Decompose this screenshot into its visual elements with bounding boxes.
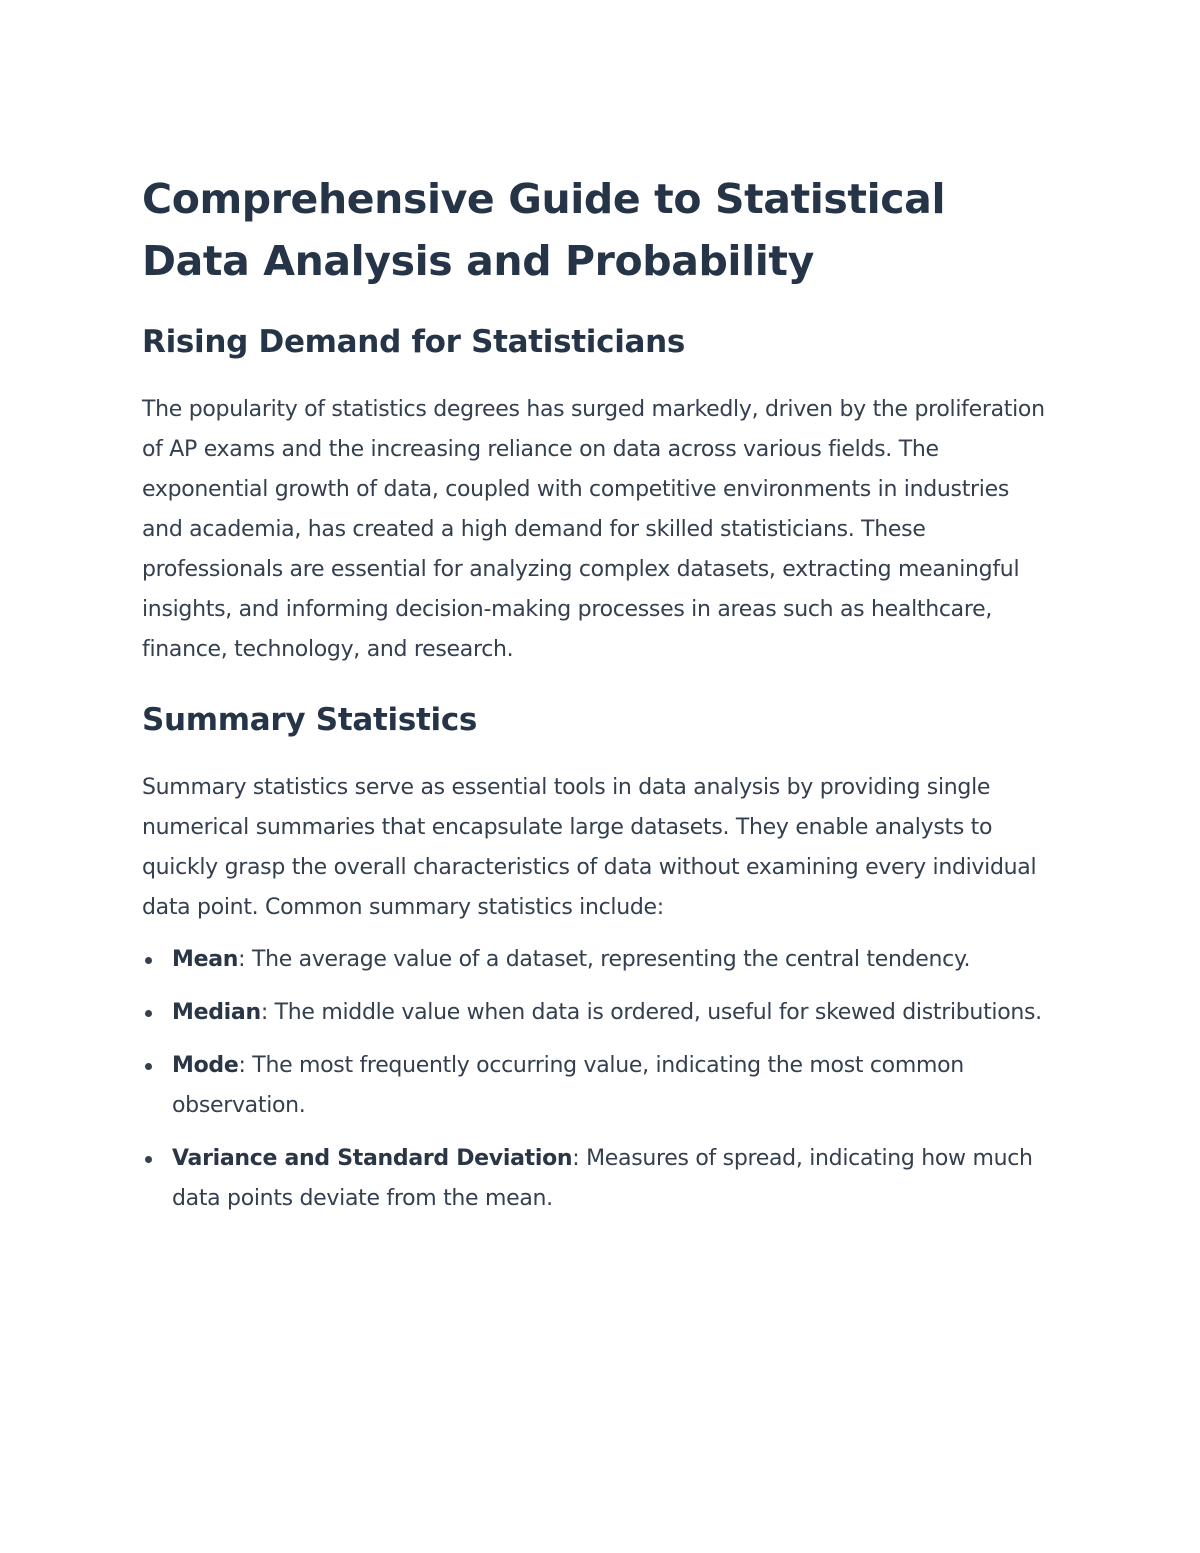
list-item-separator: : <box>238 947 246 972</box>
bullet-icon <box>145 1156 152 1163</box>
bullet-icon <box>145 1010 152 1017</box>
list-item <box>142 1139 1052 1219</box>
list-item-term: Median <box>172 1000 261 1025</box>
list-item-term: Variance and Standard Deviation <box>172 1146 573 1171</box>
list-item-description: Measures of spread, indicating how much data points deviate from the mean. <box>172 1146 1033 1211</box>
list-item-term: Mode <box>172 1053 239 1078</box>
list-item-separator: : <box>238 1053 246 1078</box>
list-item <box>142 940 1052 980</box>
list-item-description: The most frequently occurring value, indicating the most common observation. <box>172 1053 964 1118</box>
list-item <box>142 1046 1052 1126</box>
section-heading-rising-demand: Rising Demand for Statisticians <box>142 324 686 360</box>
document-title: Comprehensive Guide to Statistical Data Analysis and Probability <box>142 175 946 285</box>
section-paragraph-summary-statistics: Summary statistics serve as essential tools in data analysis by providing single numerical summaries that encapsulate large datasets. They enable analysts to quickly grasp the overall characteristics of data without examining every individual data point. Common summary statistics include: <box>142 775 1037 920</box>
bullet-icon <box>145 957 152 964</box>
section-paragraph-rising-demand: The popularity of statistics degrees has surged markedly, driven by the proliferation of AP exams and the increasing reliance on data across various fields. The exponential growth of data, coupled with competitive environments in industries and academia, has created a high demand for skilled statisticians. These professionals are essential for analyzing complex datasets, extracting meaningful insights, and informing decision-making processes in areas such as healthcare, finance, technology, and research. <box>142 397 1045 662</box>
section-heading-summary-statistics: Summary Statistics <box>142 702 478 738</box>
bullet-icon <box>145 1063 152 1070</box>
document-page <box>142 168 1052 1232</box>
list-item <box>142 993 1052 1033</box>
list-item-description: The middle value when data is ordered, useful for skewed distributions. <box>267 1000 1042 1025</box>
list-item-separator: : <box>572 1146 580 1171</box>
list-item-separator: : <box>260 1000 268 1025</box>
list-item-description: The average value of a dataset, representing the central tendency. <box>245 947 971 972</box>
summary-statistics-list <box>142 940 1052 1219</box>
list-item-term: Mean <box>172 947 239 972</box>
